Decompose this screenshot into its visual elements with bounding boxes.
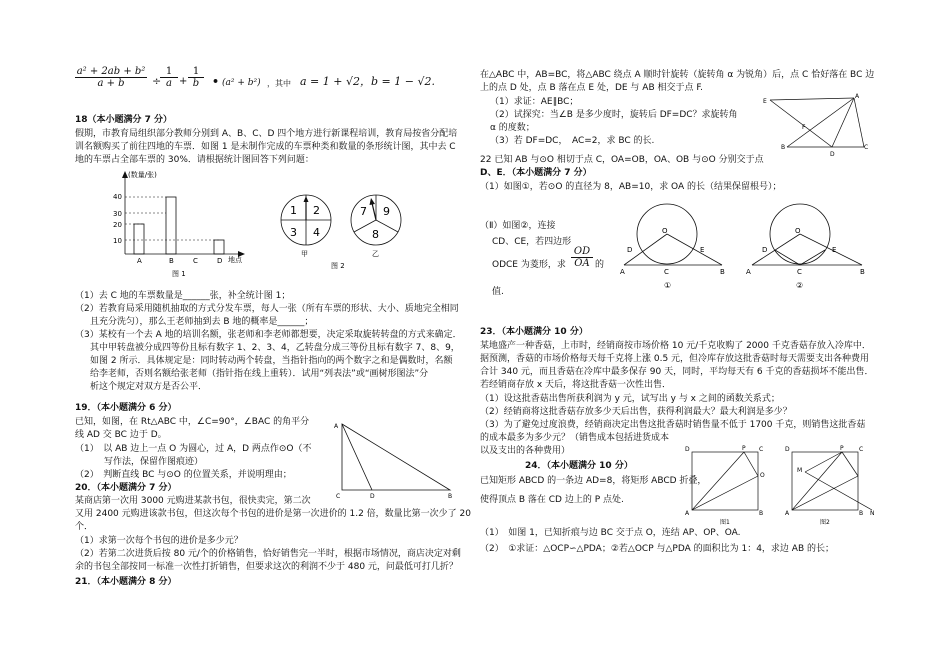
q19-sub-2: （2） 判断直线 BC 与⊙O 的位置关系，并说明理由； [75,470,292,480]
q21-sub-3: （3）若 DF=DC， AC=2，求 BC 的长. [490,136,655,146]
q19-sub-1b: 写作法，保留作图痕迹） [104,457,204,467]
figure-1-bar-chart [100,168,250,280]
point-label-a: A [785,510,790,517]
pointer-yi [372,203,376,220]
q18-title: 18（本小题满分 7 分） [75,115,173,125]
q21-sub-2a: （2）试探究：当∠B 是多少度时，旋转后 DF=DC？求旋转角 [490,110,738,120]
point-label-d: D [830,151,835,158]
q21-title: 21．（本小题满分 8 分） [75,577,177,587]
formula-fraction-2: $\frac{1}{a}$ [160,66,178,89]
jia-number: 2 [313,204,320,217]
point-label-d: D [785,446,790,453]
point-label-d: D [627,246,633,254]
q23-text-1: 某地盛产一种香菇，上市时，经销商按市场价格 10 元/千克收购了 2000 千克香菇存放入冷库中． [480,341,871,351]
point-label-d: D [762,246,768,254]
formula-tail: (a² + b²) [222,78,261,88]
point-label-p: P [840,445,844,452]
q18-sub-1: （1）去 C 地的车票数量是______张，补全统计图 1； [75,291,291,301]
q19-text-2: 线 AD 交 BC 边于 D。 [75,430,167,440]
figure-caption: 图 2 [331,262,345,270]
category-label: C [193,257,198,265]
point-label-a: A [334,423,339,430]
formula-fraction-main [75,66,147,89]
point-label-c: C [797,268,802,276]
q20-sub-1: （1）求第一次每个书包的进价是多少元？ [75,536,243,546]
point-label-p: P [742,445,746,452]
q22-ratio-fraction: $\frac{OD}{OA}$ [571,246,593,269]
point-label-o: O [795,227,801,235]
q23-sub-3a: （3）为了避免过度浪费，经销商决定出售这批香菇时销售量不低于 1700 千克，则销售这批香菇 [480,420,866,430]
q24-title: 24．（本小题满分 10 分） [525,461,633,471]
q19-title: 19．（本小题满分 6 分） [75,403,177,413]
jia-label: 甲 [301,250,308,258]
figure-2-spinners [276,190,416,276]
formula-denominator: a + b [75,77,147,89]
q20-text-2: 又用 2400 元购进该款书包，但这次每个书包的进价是第一次进价的 1.2 倍，数量比第一次少了 20 [75,509,471,519]
point-label-d: D [685,446,690,453]
q22-sub-1: （1）如图①，若⊙O 的直径为 8，AB=10，求 OA 的长（结果保留根号）； [480,182,782,192]
q19-sub-1a: （1） 以 AB 边上一点 O 为圆心，过 A，D 两点作⊙O（不 [75,444,312,454]
formula-plus: + [179,76,188,87]
jia-number: 1 [290,204,297,217]
point-label-b: B [448,493,453,500]
q21-sub-2b: α 的度数； [490,123,535,133]
point-label-a: A [685,510,690,517]
q23-text-2: 据预测，香菇的市场价格每天每千克将上涨 0.5 元，但冷库存放这批香菇时每天需要支出各种费用 [480,354,870,364]
figure-caption-2: 图2 [820,519,830,526]
q23-sub-1: （1）设这批香菇出售所获利润为 y 元，试写出 y 与 x 之间的函数关系式； [480,394,780,404]
q18-text-3: 地的车票占全部车票的 30%．请根据统计图回答下列问题： [75,155,314,165]
figure-number-1: ① [664,281,672,290]
bar-a [134,224,144,254]
category-label: B [169,257,174,265]
tick-label: 20 [113,221,122,229]
point-label-e: E [700,246,705,254]
q18-sub-3b: 其中甲转盘被分成四等份且标有数字 1、2、3、4，乙转盘分成三等份且标有数字 7、8、9， [90,343,460,353]
formula-condition: a = 1 + √2，b = 1 − √2. [300,75,435,88]
point-label-b: B [720,268,725,276]
q24-text-1: 已知矩形 ABCD 的一条边 AD=8，将矩形 ABCD 折叠， [480,476,707,486]
q23-sub-2: （2）经销商将这批香菇存放多少天后出售，获得利润最大？最大利润是多少？ [480,407,792,417]
q23-text-4: 若经销商存放 x 天后，将这批香菇一次性出售． [480,380,672,390]
q24-sub-2: （2） ①求证：△OCP∽△PDA；②若△OCP 与△PDA 的面积比为 1：4，求边 AB 的长； [480,544,834,554]
q21-text-2: 上的点 D 处，点 B 落在点 E 处，DE 与 AB 相交于点 F. [480,83,703,93]
q18-sub-3e: 析这个规定对双方是否公平． [90,382,208,392]
q24-sub-1: （1） 如图 1，已知折痕与边 BC 交于点 O，连结 AP、OP、OA. [480,528,741,538]
q18-sub-3c: 如图 2 所示．具体规定是：同时转动两个转盘，当指针指向的两个数字之和是偶数时，名额 [90,356,453,366]
q20-sub-2a: （2）若第二次进货后按 80 元/个的价格销售，恰好销售完一半时，根据市场情况，商店决定对剩 [75,549,461,559]
jia-number: 3 [290,226,297,239]
point-label-b: B [759,510,764,517]
point-label-f: F [802,124,806,131]
formula-fraction-3: $\frac{1}{b}$ [188,66,204,89]
q20-text-3: 个． [75,522,94,532]
point-label-a: A [746,268,751,276]
yi-number: 8 [372,228,379,241]
point-label-b: B [860,268,865,276]
figure-q19-triangle [330,420,460,502]
q23-title: 23．（本小题满分 10 分） [480,327,588,337]
point-label-e: E [832,246,837,254]
q19-text-1: 已知，如图，在 Rt△ABC 中，∠C=90°，∠BAC 的角平分 [75,417,310,427]
q18-text-1: 假期，市教育局组织部分教师分别到 A、B、C、D 四个地方进行新课程培训，教育局按省分配培 [75,129,458,139]
q22-sub-2a: （Ⅱ）如图②，连接 [480,221,556,231]
tick-label: 40 [113,193,122,201]
point-label-a: A [620,268,625,276]
x-axis-label: 地点 [228,256,242,264]
q21-text-1: 在△ABC 中，AB=BC，将△ABC 绕点 A 顺时针旋转（旋转角 α 为锐角）后，点 C 恰好落在 BC 边 [480,70,875,80]
formula-dot: • [212,75,220,88]
q18-sub-3a: （3）某校有一个去 A 地的培训名额，张老师和李老师都想要，决定采取旋转转盘的方式来确定． [75,330,462,340]
q22-sub-2e: 值. [492,287,504,297]
bar-b [166,197,176,254]
formula-cond-prefix: ，其中 [267,79,291,88]
q22-text-1: 22 已知 AB 与⊙O 相切于点 C，OA=OB，OA、OB 与⊙O 分别交于点 [480,155,764,165]
q20-text-1: 某商店第一次用 3000 元购进某款书包，很快卖完，第二次 [75,496,311,506]
q18-sub-2b: 且充分洗匀），那么王老师抽到去 B 地的概率是______； [90,317,314,327]
yi-label: 乙 [372,250,379,258]
figure-q22-circles [620,200,870,296]
formula-numerator: a² + 2ab + b² [76,66,146,77]
q23-sub-3c: 以及支出的各种费用） [480,446,571,456]
q18-sub-2a: （2）若教育局采用随机抽取的方式分发车票，每人一张（所有车票的形状、大小、质地完全相同 [75,304,459,314]
jia-number: 4 [313,226,320,239]
q22-sub-2c: ODCE 为菱形，求 [492,260,566,270]
q18-sub-3d: 给李老师，否则名额给张老师（指针指在线上重转）．试用“列表法”或“画树形图法”分 [90,369,429,379]
q22-sub-2d: 的 [595,260,605,270]
q22-sub-2b: CD、CE，若四边形 [492,237,572,247]
category-label: D [217,257,223,265]
point-label-o: O [662,227,668,235]
point-label-c: C [864,144,869,151]
point-label-a: A [855,93,860,100]
figure-caption-1: 图1 [720,519,730,526]
yi-number: 7 [360,205,367,218]
point-label-b: B [859,510,864,517]
q23-text-3: 合计 340 元，而且香菇在冷库中最多保存 90 天，同时，平均每天有 6 千克的香菇损坏不能出售． [480,367,874,377]
figure-q21-rotation [762,92,870,162]
figure-q24-rectangles [684,444,876,526]
q23-sub-3b: 的成本最多为多少元？（销售成本包括进货成本 [480,433,670,443]
category-label: A [137,257,142,265]
point-label-m: M [797,467,803,474]
q20-title: 20．（本小题满分 7 分） [75,483,177,493]
tick-label: 30 [113,210,122,218]
q24-text-2: 使得顶点 B 落在 CD 边上的 P 点处. [480,495,624,505]
tick-label: 10 [113,237,122,245]
point-label-c: C [759,446,764,453]
q22-text-2: D、E．（本小题满分 7 分） [480,168,592,178]
point-label-c: C [664,268,669,276]
q20-sub-2b: 余的书包全部按同一标准一次性打折销售，但要求这次的利润不少于 480 元，问最低可打几折？ [75,562,458,572]
formula-div: ÷ [152,75,162,88]
yi-number: 9 [383,205,390,218]
q21-sub-1: （1）求证：AE∥BC； [490,97,579,107]
point-label-e: E [763,98,767,105]
figure-caption: 图 1 [172,270,186,278]
point-label-b: B [781,144,786,151]
point-label-c: C [336,493,341,500]
bar-d [214,240,224,254]
point-label-d: D [370,493,375,500]
point-label-o: O [760,472,765,479]
figure-number-2: ② [796,281,804,290]
y-axis-label: (数量/张) [128,171,157,179]
point-label-c: C [859,446,864,453]
point-label-n: N [870,510,875,517]
q18-text-2: 训名额购买了前往四地的车票．如图 1 是未制作完成的车票种类和数量的条形统计图，其中去 C [75,142,456,152]
